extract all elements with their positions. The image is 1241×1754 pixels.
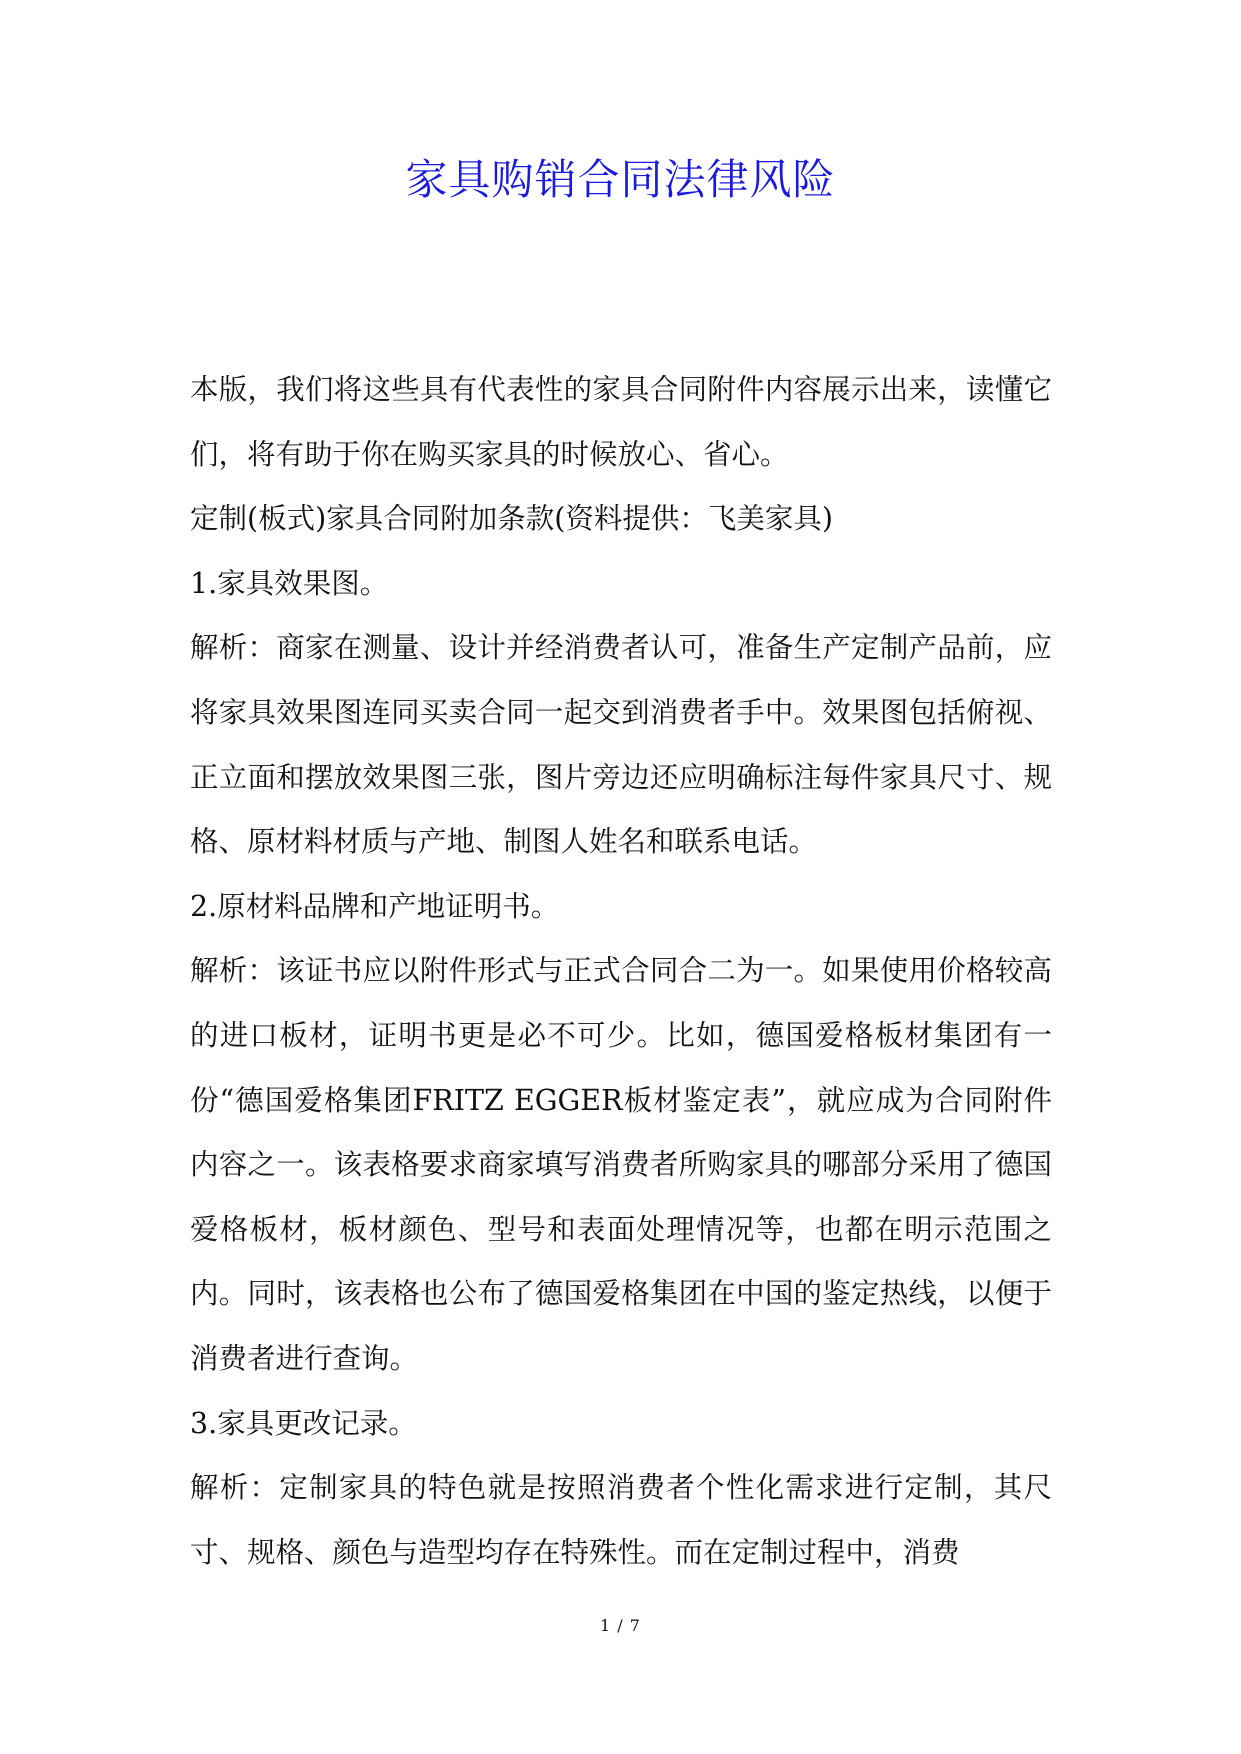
document-body	[190, 358, 1052, 1585]
paragraph-item-2: 2.原材料品牌和产地证明书。	[190, 889, 560, 923]
document-title: 家具购销合同法律风险	[405, 155, 836, 204]
paragraph-intro: 本版，我们将这些具有代表性的家具合同附件内容展示出来，读懂它们，将有助于你在购买家具的时候放心、省心。	[190, 373, 1052, 471]
paragraph-analysis-2: 解析：该证书应以附件形式与正式合同合二为一。如果使用价格较高的进口板材，证明书更是必不可少。比如，德国爱格板材集团有一份“德国爱格集团FRITZ EGGER板材鉴定表”，就应成为合同附件内容之一。该表格要求商家填写消费者所购家具的哪部分采用了德国爱格板材，板材颜色、型号和表面处理情况等，也都在明示范围之内。同时，该表格也公布了德国爱格集团在中国的鉴定热线，以便于消费者进行查询。	[190, 954, 1052, 1375]
paragraph-analysis-1: 解析：商家在测量、设计并经消费者认可，准备生产定制产品前，应将家具效果图连同买卖合同一起交到消费者手中。效果图包括俯视、正立面和摆放效果图三张，图片旁边还应明确标注每件家具尺寸、规格、原材料材质与产地、制图人姓名和联系电话。	[190, 631, 1052, 859]
paragraph-item-1: 1.家具效果图。	[190, 566, 389, 600]
paragraph-clause-heading: 定制(板式)家具合同附加条款(资料提供：飞美家具)	[190, 502, 833, 536]
page-number: 1 / 7	[600, 1616, 641, 1635]
paragraph-item-3: 3.家具更改记录。	[190, 1406, 417, 1440]
paragraph-analysis-3: 解析：定制家具的特色就是按照消费者个性化需求进行定制，其尺寸、规格、颜色与造型均存在特殊性。而在定制过程中，消费	[190, 1471, 1052, 1569]
